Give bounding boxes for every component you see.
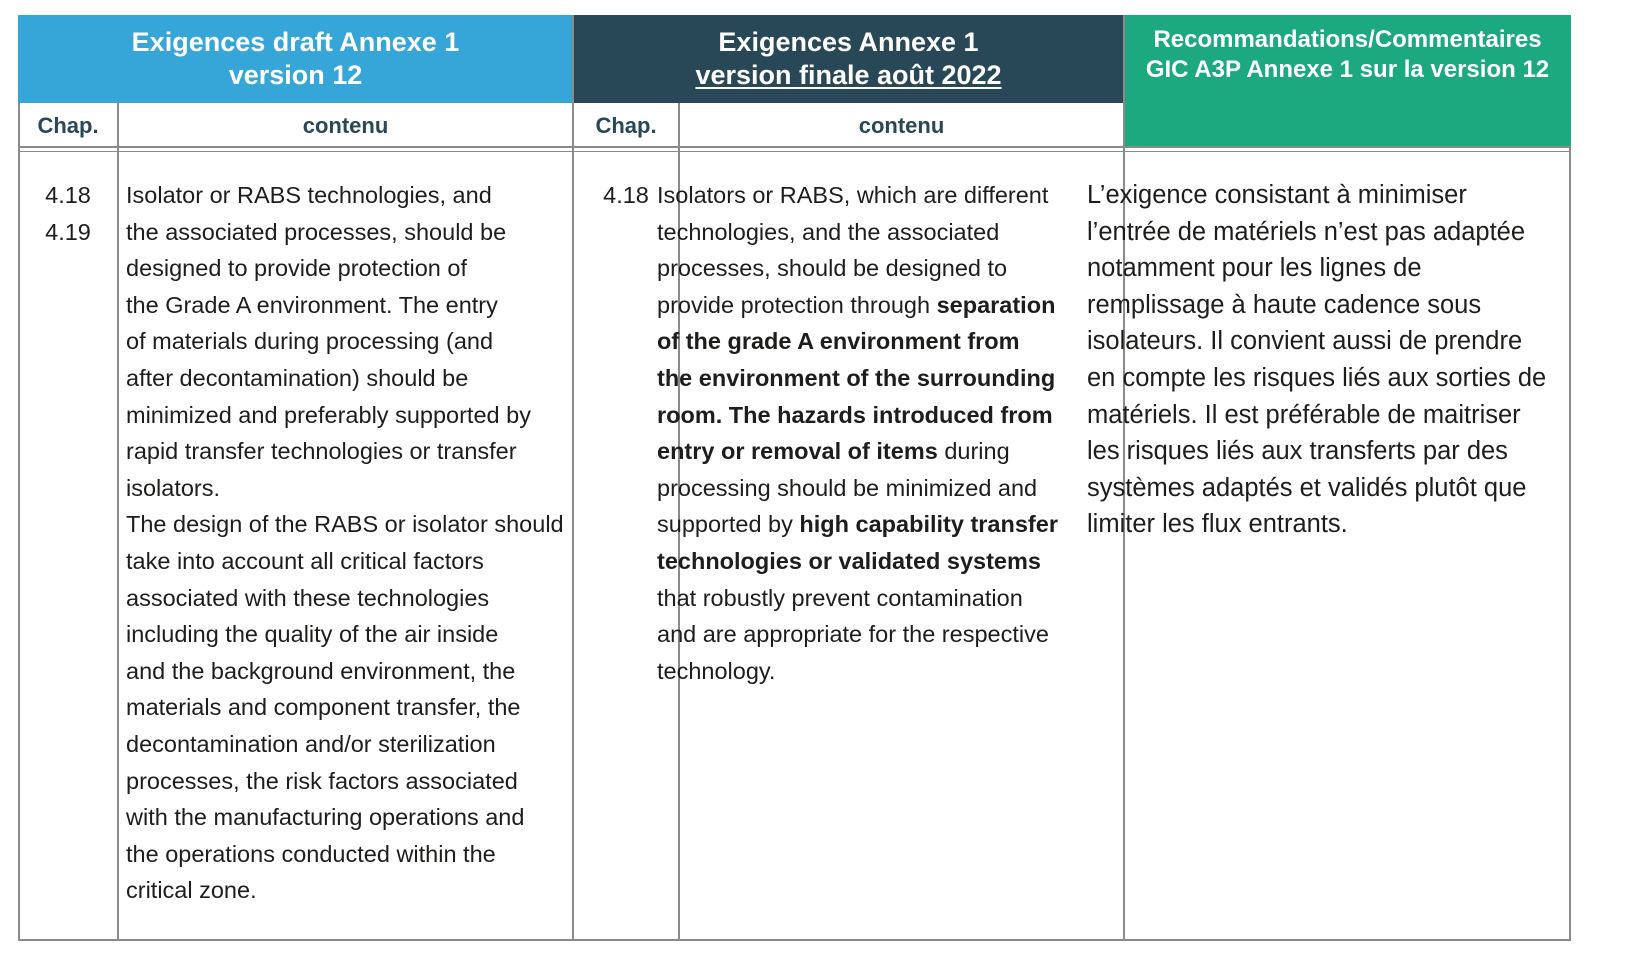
reco-line: limiter les flux entrants. (1087, 510, 1348, 539)
draft-line: processes, the risk factors associated (126, 767, 518, 794)
subheader-gap-rule (18, 151, 1571, 152)
final-text-bold: room. The hazards introduced from (657, 401, 1053, 428)
final-content-cell (657, 177, 1087, 689)
border-bottom (18, 939, 1571, 941)
draft-line: The design of the RABS or isolator should (126, 511, 564, 538)
final-text-bold: separation (936, 291, 1056, 318)
final-text: provide protection through (657, 291, 937, 318)
reco-line: notamment pour les lignes de (1087, 254, 1422, 283)
header-recommendations (1124, 15, 1571, 148)
draft-line: the associated processes, should be (126, 218, 507, 245)
divider-draft-final (572, 15, 574, 941)
draft-line: associated with these technologies (126, 584, 490, 611)
draft-line: with the manufacturing operations and (126, 804, 525, 831)
draft-line: minimized and preferably supported by (126, 401, 531, 428)
draft-line: rapid transfer technologies or transfer (126, 438, 517, 465)
reco-line: remplissage à haute cadence sous (1087, 290, 1482, 319)
comparison-table (18, 15, 1571, 941)
subheader-chap-final: Chap. (573, 103, 679, 148)
reco-line: isolateurs. Il convient aussi de prendre (1087, 327, 1523, 356)
recommendation-cell (1087, 177, 1565, 543)
final-text: during (937, 438, 1010, 465)
final-text: Isolators or RABS, which are different (657, 182, 1049, 208)
reco-line: en compte les risques liés aux sorties de (1087, 363, 1547, 392)
subheader-chap-draft: Chap. (18, 103, 118, 148)
draft-line: and the background environment, the (126, 657, 516, 684)
reco-line: l’entrée de matériels n’est pas adaptée (1087, 217, 1526, 246)
final-text: supported by (657, 511, 800, 538)
final-text: technologies, and the associated (657, 218, 1000, 245)
draft-line: the Grade A environment. The entry (126, 291, 498, 318)
header-draft-line1: Exigences draft Annexe 1 (131, 27, 460, 57)
header-reco-line1: Recommandations/Commentaires (1153, 26, 1542, 53)
header-draft-line2: version 12 (228, 60, 363, 90)
final-text: processing should be minimized and (657, 474, 1038, 501)
final-text-bold: the environment of the surrounding (657, 364, 1056, 391)
reco-line: matériels. Il est préférable de maitriser (1087, 400, 1521, 429)
subheader-contenu-draft: contenu (118, 103, 573, 148)
draft-line: materials and component transfer, the (126, 694, 521, 721)
header-final-line1: Exigences Annexe 1 (718, 27, 979, 57)
draft-chapter-cell (18, 177, 118, 250)
reco-line: les risques liés aux transferts par des (1087, 437, 1508, 466)
final-text: and are appropriate for the respective (657, 621, 1049, 648)
header-final-annex (573, 15, 1124, 103)
header-final-line2: version finale août 2022 (695, 60, 1002, 90)
draft-line: of materials during processing (and (126, 328, 494, 355)
draft-line: decontamination and/or sterilization (126, 730, 496, 757)
border-right (1569, 148, 1571, 941)
draft-line: designed to provide protection of (126, 255, 467, 282)
final-text: technology. (657, 657, 776, 684)
draft-line: critical zone. (126, 877, 257, 904)
draft-line: isolators. (126, 474, 221, 501)
final-text-bold: entry or removal of items (657, 438, 938, 465)
reco-line: L’exigence consistant à minimiser (1087, 181, 1467, 209)
final-text: that robustly prevent contamination (657, 584, 1023, 611)
draft-line: including the quality of the air inside (126, 621, 499, 648)
reco-line: systèmes adaptés et validés plutôt que (1087, 473, 1527, 502)
draft-line: take into account all critical factors (126, 547, 484, 574)
subheader-contenu-final: contenu (679, 103, 1124, 148)
draft-line: Isolator or RABS technologies, and (126, 182, 492, 208)
draft-line: after decontamination) should be (126, 364, 469, 391)
header-draft-annex (18, 15, 573, 103)
final-text-bold: of the grade A environment from (657, 328, 1020, 355)
draft-chapter-1: 4.18 (45, 182, 91, 208)
final-text-bold: high capability transfer (799, 511, 1058, 538)
final-text: processes, should be designed to (657, 255, 1008, 282)
draft-content-cell (126, 177, 566, 909)
final-text-bold: technologies or validated systems (657, 547, 1041, 574)
subheader-bottom-rule (18, 146, 1571, 148)
header-reco-line2: GIC A3P Annexe 1 sur la version 12 (1145, 56, 1550, 83)
final-chapter: 4.18 (603, 182, 649, 208)
draft-chapter-2: 4.19 (45, 218, 91, 245)
draft-line: the operations conducted within the (126, 840, 496, 867)
